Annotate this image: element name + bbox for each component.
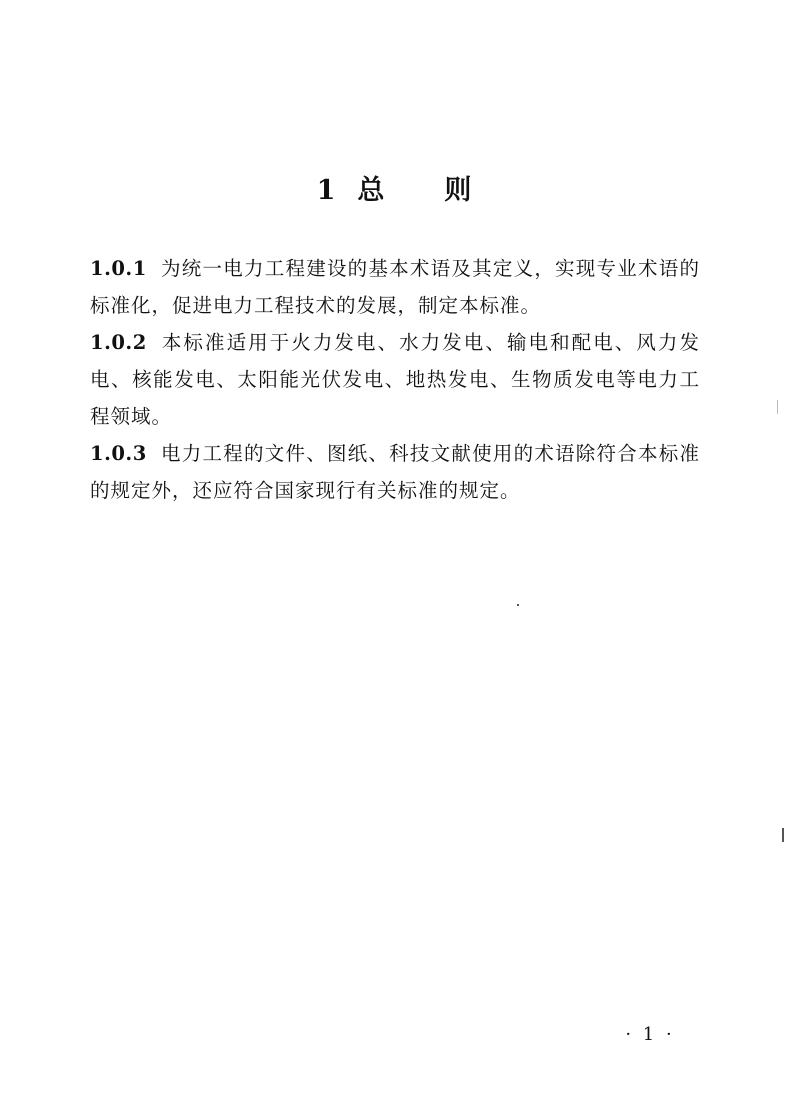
- chapter-title-char-2: 则: [444, 175, 474, 207]
- clause-1-0-3: [90, 435, 700, 509]
- scan-speck: [517, 604, 519, 606]
- clause-number: 1.0.1: [90, 257, 147, 280]
- clause-text: 为统一电力工程建设的基本术语及其定义，实现专业术语的标准化，促进电力工程技术的发展，制定本标准。: [90, 257, 700, 317]
- clause-1-0-1: [90, 250, 700, 324]
- clause-1-0-2: [90, 324, 700, 435]
- chapter-number: 1: [316, 175, 338, 207]
- clause-number: 1.0.3: [90, 442, 147, 465]
- clause-list: [90, 250, 700, 509]
- chapter-title-char-1: 总: [357, 175, 387, 207]
- clause-number: 1.0.2: [90, 331, 147, 354]
- page-number: · 1 ·: [625, 1024, 675, 1045]
- chapter-title: [0, 168, 790, 207]
- clause-text: 电力工程的文件、图纸、科技文献使用的术语除符合本标准的规定外，还应符合国家现行有关标准的规定。: [90, 442, 700, 502]
- scan-speck: [777, 400, 778, 414]
- scan-speck: [782, 828, 784, 842]
- clause-text: 本标准适用于火力发电、水力发电、输电和配电、风力发电、核能发电、太阳能光伏发电、地热发电、生物质发电等电力工程领域。: [90, 331, 700, 428]
